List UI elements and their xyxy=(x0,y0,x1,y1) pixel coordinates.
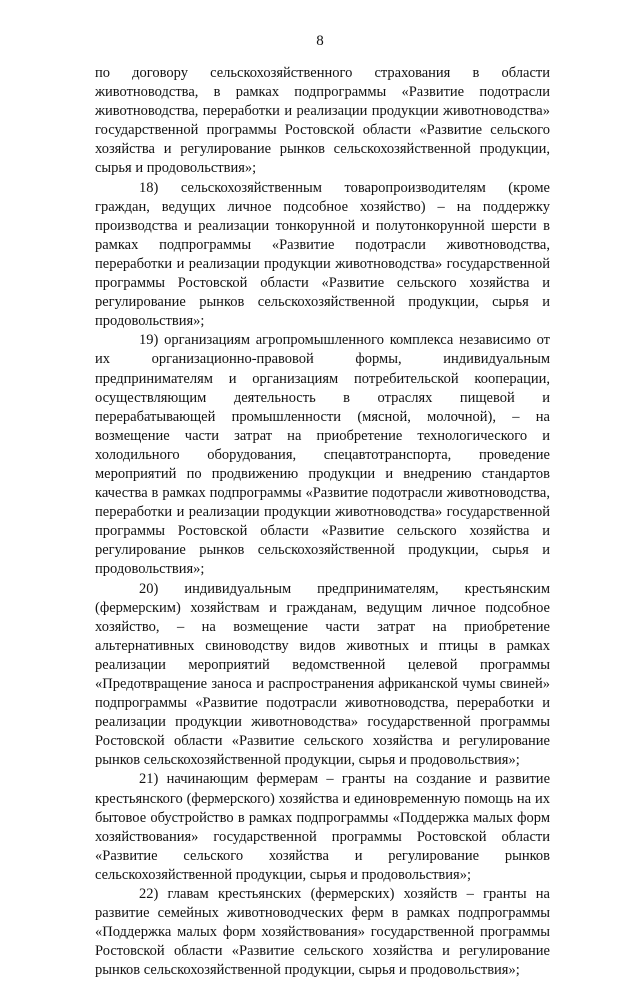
paragraph-item-19: 19) организациям агропромышленного комплекса независимо от их организационно-правовой формы, индивидуальным предпринимателям и организациям потребительской кооперации, осуществляющим деятельность в отраслях пищевой и перерабатывающей промышленности (мясной, молочной), – на возмещение части затрат на приобретение технологического и холодильного оборудования, спецавтотранспорта, проведение мероприятий по продвижению продукции и внедрению стандартов качества в рамках подпрограммы «Развитие подотрасли животноводства, переработки и реализации продукции животноводства» государственной программы Ростовской области «Развитие сельского хозяйства и регулирование рынков сельскохозяйственной продукции, сырья и продовольствия»; xyxy=(95,332,550,578)
page-number: 8 xyxy=(316,33,324,49)
document-body xyxy=(95,64,550,981)
paragraph-item-18: 18) сельскохозяйственным товаропроизводителям (кроме граждан, ведущих личное подсобное хозяйство) – на поддержку производства и реализации тонкорунной и полутонкорунной шерсти в рамках подпрограммы «Развитие подотрасли животноводства, переработки и реализации продукции животноводства» государственной программы Ростовской области «Развитие сельского хозяйства и регулирование рынков сельскохозяйственной продукции, сырья и продовольствия»; xyxy=(95,179,550,330)
paragraph-item-22: 22) главам крестьянских (фермерских) хозяйств – гранты на развитие семейных животноводческих ферм в рамках подпрограммы «Поддержка малых форм хозяйствования» государственной программы Ростовской области «Развитие сельского хозяйства и регулирование рынков сельскохозяйственной продукции, сырья и продовольствия»; xyxy=(95,886,550,979)
paragraph-continuation: по договору сельскохозяйственного страхования в области животноводства, в рамках подпрограммы «Развитие подотрасли животноводства, переработки и реализации продукции животноводства» государственной программы Ростовской области «Развитие сельского хозяйства и регулирование рынков сельскохозяйственной продукции, сырья и продовольствия»; xyxy=(95,65,550,177)
paragraph-item-21: 21) начинающим фермерам – гранты на создание и развитие крестьянского (фермерского) хозяйства и единовременную помощь на их бытовое обустройство в рамках подпрограммы «Поддержка малых форм хозяйствования» государственной программы Ростовской области «Развитие сельского хозяйства и регулирование рынков сельскохозяйственной продукции, сырья и продовольствия»; xyxy=(95,771,550,883)
paragraph-item-20: 20) индивидуальным предпринимателям, крестьянским (фермерским) хозяйствам и гражданам, ведущим личное подсобное хозяйство, – на возмещение части затрат на приобретение альтернативных свиноводству видов животных и птицы в рамках реализации мероприятий ведомственной целевой программы «Предотвращение заноса и распространения африканской чумы свиней» подпрограммы «Развитие подотрасли животноводства, переработки и реализации продукции животноводства» государственной программы Ростовской области «Развитие сельского хозяйства и регулирование рынков сельскохозяйственной продукции, сырья и продовольствия»; xyxy=(95,580,550,769)
